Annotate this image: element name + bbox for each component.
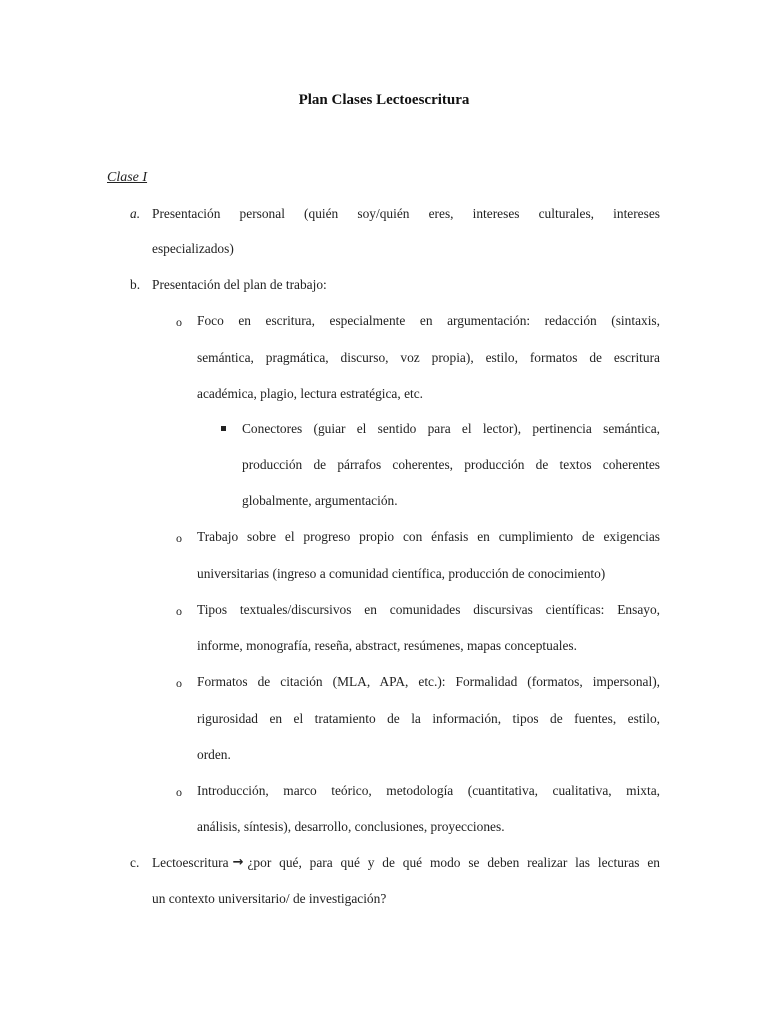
square-bullet <box>221 426 226 431</box>
sub-bullet-2: o <box>176 531 182 545</box>
subitem-5-line-2: análisis, síntesis), desarrollo, conclusiones, proyecciones. <box>197 819 505 834</box>
item-c-line-2: un contexto universitario/ de investigación? <box>152 891 387 906</box>
subitem-1-line-2: semántica, pragmática, discurso, voz propia), estilo, formatos de escritura <box>197 350 660 365</box>
item-a-line-1: Presentación personal (quién soy/quién eres, intereses culturales, intereses <box>152 206 660 221</box>
subitem-1-line-1: Foco en escritura, especialmente en argumentación: redacción (sintaxis, <box>197 313 660 328</box>
subitem-4-line-3: orden. <box>197 747 231 762</box>
list-marker-a: a. <box>130 206 141 221</box>
document-title: Plan Clases Lectoescritura <box>298 92 470 108</box>
section-heading-clase-1: Clase I <box>107 170 148 185</box>
nested-item-line-2: producción de párrafos coherentes, producción de textos coherentes <box>242 457 660 472</box>
right-arrow-icon: → <box>232 855 244 870</box>
subitem-5-line-1: Introducción, marco teórico, metodología (cuantitativa, cualitativa, mixta, <box>197 783 660 798</box>
nested-item-line-1: Conectores (guiar el sentido para el lector), pertinencia semántica, <box>242 421 660 436</box>
nested-item-line-3: globalmente, argumentación. <box>242 493 398 508</box>
item-b-line-1: Presentación del plan de trabajo: <box>152 277 327 292</box>
item-c-lead: Lectoescritura <box>152 855 229 870</box>
list-marker-b: b. <box>130 277 141 292</box>
subitem-2-line-2: universitarias (ingreso a comunidad científica, producción de conocimiento) <box>197 566 606 581</box>
item-a-line-2: especializados) <box>152 241 234 256</box>
sub-bullet-1: o <box>176 315 182 329</box>
subitem-2-line-1: Trabajo sobre el progreso propio con énfasis en cumplimiento de exigencias <box>197 529 660 544</box>
sub-bullet-3: o <box>176 604 182 618</box>
subitem-3-line-2: informe, monografía, reseña, abstract, resúmenes, mapas conceptuales. <box>197 638 577 653</box>
subitem-3-line-1: Tipos textuales/discursivos en comunidades discursivas científicas: Ensayo, <box>197 602 660 617</box>
item-c-rest: ¿por qué, para qué y de qué modo se deben realizar las lecturas en <box>247 855 660 870</box>
sub-bullet-5: o <box>176 785 182 799</box>
subitem-1-line-3: académica, plagio, lectura estratégica, etc. <box>197 386 424 401</box>
subitem-4-line-2: rigurosidad en el tratamiento de la información, tipos de fuentes, estilo, <box>197 711 660 726</box>
item-c-line-1 <box>152 854 660 872</box>
subitem-4-line-1: Formatos de citación (MLA, APA, etc.): Formalidad (formatos, impersonal), <box>197 674 660 689</box>
list-marker-c: c. <box>130 855 140 870</box>
sub-bullet-4: o <box>176 676 182 690</box>
